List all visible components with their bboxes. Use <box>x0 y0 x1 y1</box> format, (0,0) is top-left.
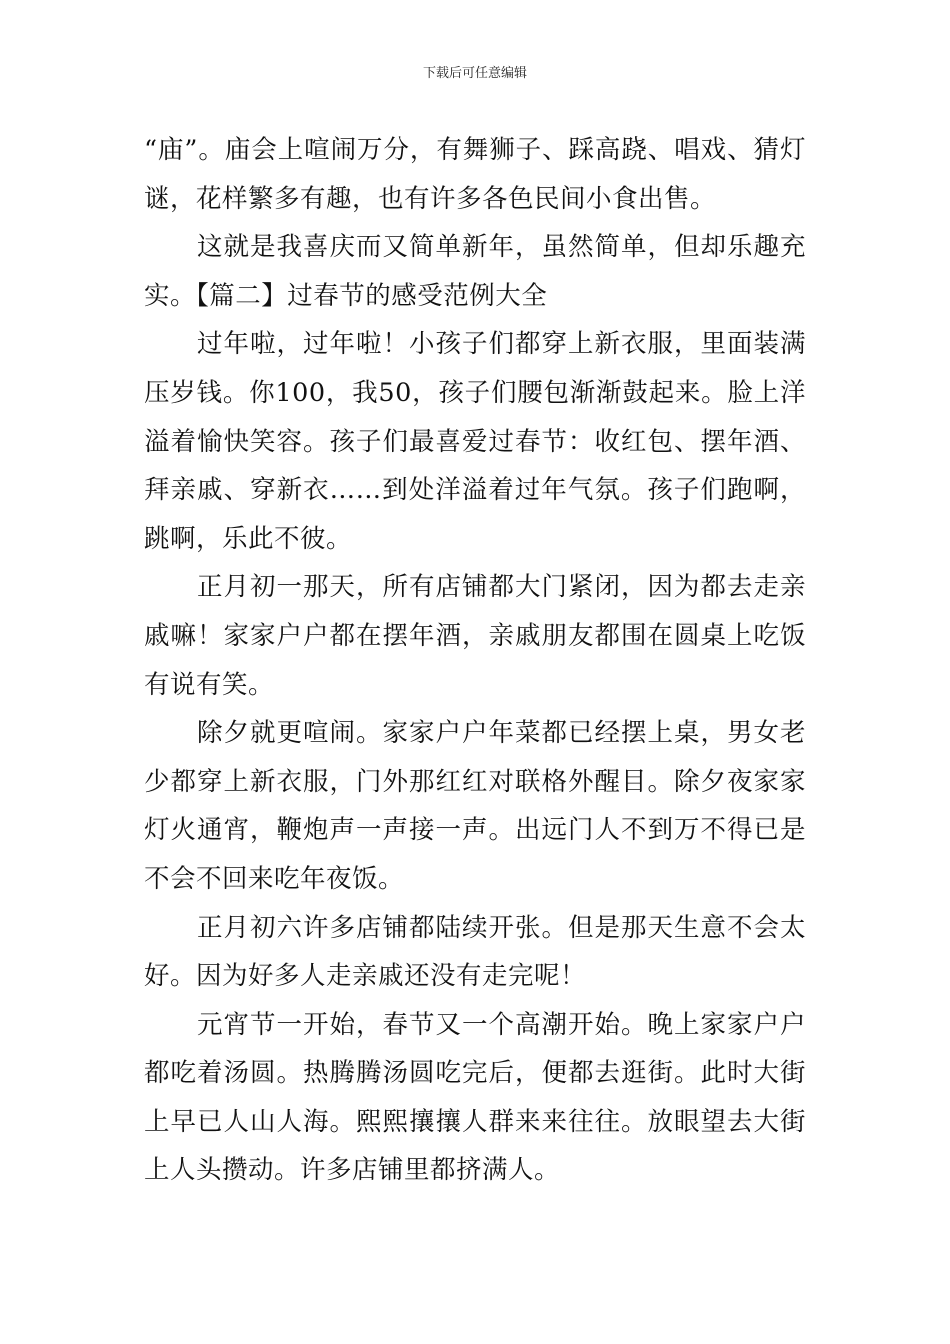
paragraph: 过年啦，过年啦！小孩子们都穿上新衣服，里面装满压岁钱。你100，我50，孩子们腰包渐渐鼓起来。脸上洋溢着愉快笑容。孩子们最喜爱过春节：收红包、摆年酒、拜亲戚、穿新衣……到处洋溢着过年气氛。孩子们跑啊，跳啊，乐此不彼。 <box>144 329 806 554</box>
paragraph: 正月初一那天，所有店铺都大门紧闭，因为都去走亲戚嘛！家家户户都在摆年酒，亲戚朋友都围在圆桌上吃饭有说有笑。 <box>144 572 806 700</box>
paragraph: 这就是我喜庆而又简单新年，虽然简单，但却乐趣充实。【篇二】过春节的感受范例大全 <box>144 232 806 311</box>
page-header: 下载后可任意编辑 <box>422 66 527 81</box>
paragraph: 正月初六许多店铺都陆续开张。但是那天生意不会太好。因为好多人走亲戚还没有走完呢！ <box>144 912 806 992</box>
paragraph: 元宵节一开始，春节又一个高潮开始。晚上家家户户都吃着汤圆。热腾腾汤圆吃完后，便都去逛街。此时大街上早已人山人海。熙熙攘攘人群来来往往。放眼望去大街上人头攒动。许多店铺里都挤满人。 <box>144 1009 806 1186</box>
paragraph: 除夕就更喧闹。家家户户年菜都已经摆上桌，男女老少都穿上新衣服，门外那红红对联格外醒目。除夕夜家家灯火通宵，鞭炮声一声接一声。出远门人不到万不得已是不会不回来吃年夜饭。 <box>144 718 806 894</box>
document-body <box>144 126 806 1195</box>
paragraph: “庙”。庙会上喧闹万分，有舞狮子、踩高跷、唱戏、猜灯谜，花样繁多有趣，也有许多各色民间小食出售。 <box>144 135 806 214</box>
